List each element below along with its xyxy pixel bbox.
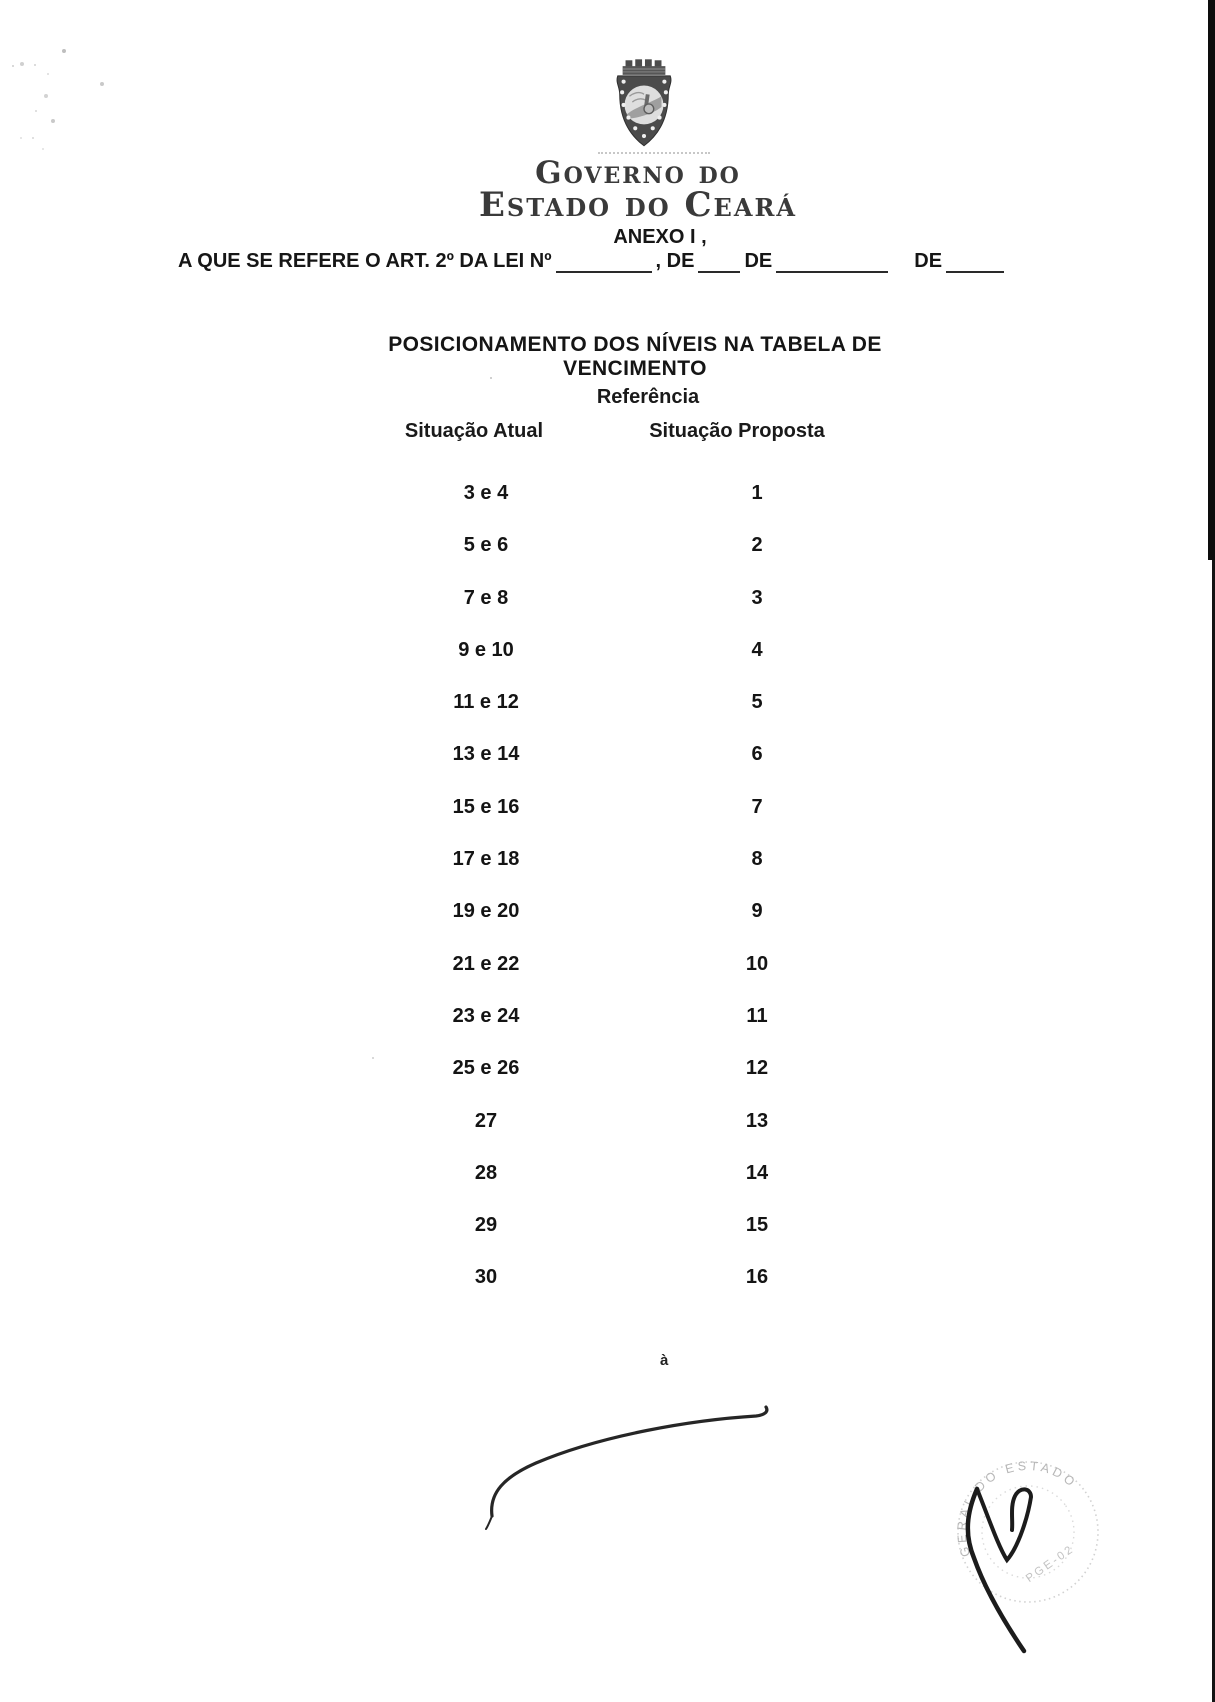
signature-flourish [470,1390,790,1545]
blank-ano [946,247,1004,273]
situacao-proposta-value: 3 [751,586,763,609]
situacao-atual-value: 5 e 6 [463,534,509,557]
situacao-proposta-value: 13 [745,1109,769,1132]
stray-pen-mark: à [660,1352,669,1369]
table-row [0,991,1215,1043]
situacao-proposta-value: 15 [745,1214,769,1237]
table-row [0,520,1215,572]
situacao-atual-value: 25 e 26 [452,1057,520,1080]
table-row [0,1200,1215,1252]
situacao-proposta-value: 7 [751,795,763,818]
stamp-arc-text: GERAL DO ESTADO [954,1458,1080,1559]
table-row [0,573,1215,625]
annex-title: ANEXO I , [613,226,707,248]
table-row [0,625,1215,677]
blank-lei-numero [556,247,652,273]
situacao-proposta-value: 12 [745,1057,769,1080]
group-header-referencia: Referência [596,386,700,408]
law-text-4: DE [914,250,943,272]
law-text-2: , DE [655,250,695,272]
situacao-atual-value: 30 [474,1266,498,1289]
situacao-proposta-value: 1 [751,482,763,504]
situacao-atual-value: 27 [474,1109,498,1132]
scan-edge-artifact-top [1208,0,1215,560]
situacao-atual-value: 19 e 20 [452,900,520,923]
ceara-coat-of-arms-icon [610,58,678,150]
situacao-atual-value: 15 e 16 [452,795,520,818]
table-row [0,729,1215,781]
law-text-1: A QUE SE REFERE O ART. 2º DA LEI Nº [178,250,552,272]
situacao-proposta-value: 16 [745,1266,769,1289]
table-row [0,834,1215,886]
crest-motto-illegible [598,152,710,154]
situacao-atual-value: 9 e 10 [458,638,514,661]
situacao-proposta-value: 5 [751,691,763,714]
situacao-proposta-value: 6 [751,743,763,766]
table-row [0,1148,1215,1200]
situacao-proposta-value: 9 [751,900,763,923]
law-reference-line [178,247,1004,273]
emblem-disc [644,104,654,114]
law-text-3: DE [744,250,773,272]
table-row [0,1043,1215,1095]
signature-stroke [935,1465,1045,1665]
table-row [0,468,1215,520]
situacao-proposta-value: 10 [745,952,769,975]
blank-dia [698,247,740,273]
situacao-atual-value: 11 e 12 [453,691,519,714]
org-name-line2: Estado do Ceará [478,185,798,225]
situacao-atual-value: 29 [474,1214,498,1237]
table-row [0,886,1215,938]
situacao-proposta-value: 4 [751,638,763,661]
blank-mes [776,247,888,273]
column-header-situacao-proposta: Situação Proposta [649,420,825,442]
situacao-proposta-value: 14 [745,1161,769,1184]
table-row [0,1252,1215,1304]
situacao-atual-value: 21 e 22 [452,952,520,975]
table-title: POSICIONAMENTO DOS NÍVEIS NA TABELA DE VENCIMENTO [388,333,882,380]
situacao-atual-value: 17 e 18 [452,848,520,871]
org-name-line1: Governo do [535,155,741,191]
table-row [0,1096,1215,1148]
situacao-atual-value: 28 [474,1161,498,1184]
situacao-proposta-value: 2 [751,534,763,557]
levels-table [0,468,1215,1305]
situacao-proposta-value: 8 [751,848,763,871]
table-row [0,782,1215,834]
column-header-situacao-atual: Situação Atual [404,420,544,442]
mural-crown [623,59,666,75]
scan-noise-specks [0,0,2,2]
situacao-atual-value: 13 e 14 [452,743,520,766]
situacao-atual-value: 7 e 8 [463,586,509,609]
stamp-inner-text: PGE-02 [1024,1542,1077,1585]
situacao-atual-value: 23 e 24 [452,1004,520,1027]
table-row [0,939,1215,991]
table-row [0,677,1215,729]
situacao-atual-value: 3 e 4 [463,482,509,504]
situacao-proposta-value: 11 [746,1004,768,1027]
